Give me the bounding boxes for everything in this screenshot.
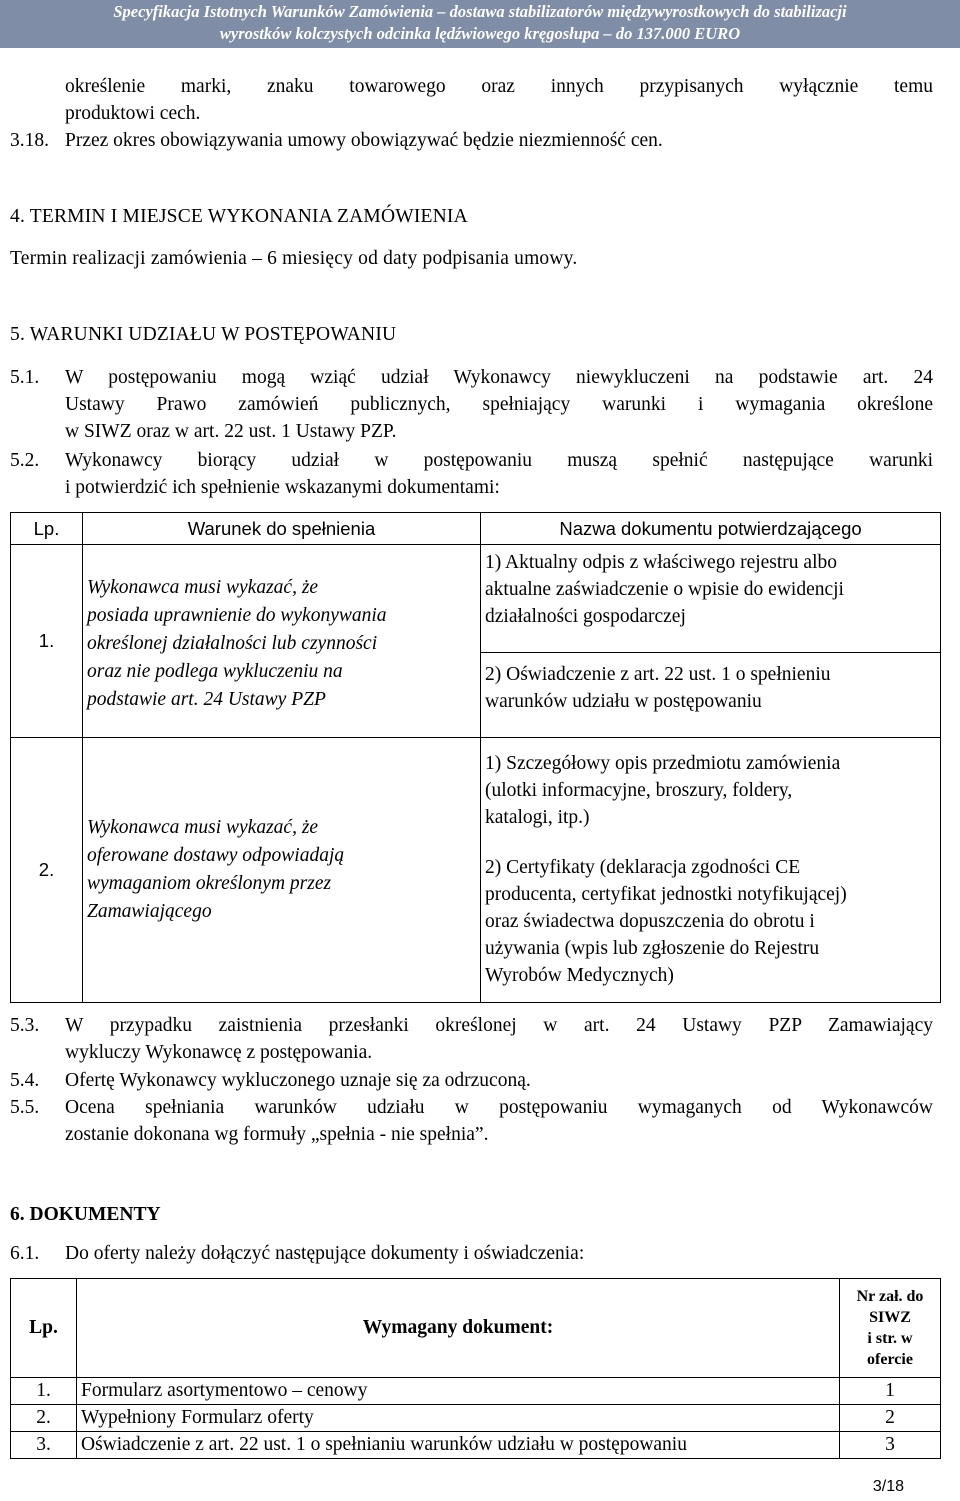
table-row	[11, 738, 941, 851]
document-cell	[481, 850, 941, 1003]
col-header-lp: Lp.	[11, 513, 83, 545]
row-number: 3.	[11, 1432, 77, 1459]
condition-line: posiada uprawnienie do wykonywania	[87, 605, 387, 626]
para-5-1-line-3: w SIWZ oraz w art. 22 ust. 1 Ustawy PZP.	[65, 421, 397, 442]
section-4-title: 4. TERMIN I MIEJSCE WYKONANIA ZAMÓWIENIA	[10, 206, 468, 227]
page-number: 3/18	[872, 1478, 904, 1495]
condition-cell	[83, 738, 481, 1003]
col-header-document: Wymagany dokument:	[77, 1279, 840, 1378]
document-line: aktualne zaświadczenie o wpisie do ewidencji	[485, 579, 844, 600]
condition-line: podstawie art. 24 Ustawy PZP	[87, 689, 326, 710]
condition-line: oferowane dostawy odpowiadają	[87, 845, 345, 866]
document-line: 1) Szczegółowy opis przedmiotu zamówienia	[485, 753, 841, 774]
col-header-document: Nazwa dokumentu potwierdzającego	[481, 513, 941, 545]
para-5-3-line-2: wykluczy Wykonawcę z postępowania.	[65, 1042, 373, 1063]
para-5-2-line-2: i potwierdzić ich spełnienie wskazanymi dokumentami:	[65, 477, 500, 498]
condition-line: wymaganiom określonym przez	[87, 873, 332, 894]
condition-cell	[83, 545, 481, 738]
conditions-table-header	[11, 513, 941, 545]
document-line: używania (wpis lub zgłoszenie do Rejestru	[485, 938, 820, 959]
document-line: oraz świadectwa dopuszczenia do obrotu i	[485, 911, 815, 932]
document-cell	[481, 653, 941, 738]
reference-number: 1	[840, 1378, 941, 1405]
para-6-1-text: Do oferty należy dołączyć następujące dokumenty i oświadczenia:	[65, 1243, 585, 1264]
condition-line: oraz nie podlega wykluczeniu na	[87, 661, 343, 682]
condition-line: Wykonawca musi wykazać, że	[87, 577, 319, 598]
col-header-reference	[840, 1279, 941, 1378]
para-5-5-number: 5.5.	[10, 1097, 40, 1118]
header-line-1: Specyfikacja Istotnych Warunków Zamówienia – dostawa stabilizatorów międzywyrostkowych do stabilizacji	[113, 2, 847, 21]
document-header	[0, 0, 960, 48]
reference-number: 2	[840, 1405, 941, 1432]
para-5-1-line-2: Ustawy Prawo zamówień publicznych, spełniający warunki i wymagania określone	[65, 394, 933, 415]
document-line: 1) Aktualny odpis z właściwego rejestru albo	[485, 552, 837, 573]
conditions-table	[10, 512, 941, 1003]
documents-table-header	[11, 1279, 941, 1378]
condition-line: Wykonawca musi wykazać, że	[87, 817, 319, 838]
document-line: działalności gospodarczej	[485, 606, 686, 627]
condition-line: określonej działalności lub czynności	[87, 633, 378, 654]
document-line: Wyrobów Medycznych)	[485, 965, 674, 986]
reference-header-line: SIWZ	[869, 1309, 911, 1326]
condition-line: Zamawiającego	[87, 901, 212, 922]
section-5-title: 5. WARUNKI UDZIAŁU W POSTĘPOWANIU	[10, 324, 397, 345]
col-header-lp: Lp.	[11, 1279, 77, 1378]
intro-line-2: produktowi cech.	[65, 103, 201, 124]
document-line: katalogi, itp.)	[485, 807, 590, 828]
document-name: Formularz asortymentowo – cenowy	[77, 1378, 840, 1405]
header-line-2: wyrostków kolczystych odcinka lędźwiowego kręgosłupa – do 137.000 EURO	[219, 24, 741, 43]
para-5-3-line-1: W przypadku zaistnienia przesłanki określonej w art. 24 Ustawy PZP Zamawiający	[65, 1015, 933, 1036]
para-5-2-number: 5.2.	[10, 450, 40, 471]
document-name: Oświadczenie z art. 22 ust. 1 o spełnianiu warunków udziału w postępowaniu	[77, 1432, 840, 1459]
row-number: 2.	[11, 738, 83, 1003]
para-5-4-number: 5.4.	[10, 1070, 40, 1091]
reference-header-line: Nr zał. do	[856, 1288, 924, 1305]
para-5-4-text: Ofertę Wykonawcy wykluczonego uznaje się za odrzuconą.	[65, 1070, 531, 1091]
para-5-1-line-1: W postępowaniu mogą wziąć udział Wykonawcy niewykluczeni na podstawie art. 24	[65, 367, 933, 388]
document-line: warunków udziału w postępowaniu	[485, 691, 762, 712]
document-line: 2) Oświadczenie z art. 22 ust. 1 o spełnieniu	[485, 664, 831, 685]
para-5-5-line-1: Ocena spełniania warunków udziału w postępowaniu wymaganych od Wykonawców	[65, 1097, 933, 1118]
document-line: (ulotki informacyjne, broszury, foldery,	[485, 780, 793, 801]
para-5-2-line-1: Wykonawcy biorący udział w postępowaniu muszą spełnić następujące warunki	[65, 450, 933, 471]
para-5-1-number: 5.1.	[10, 367, 40, 388]
reference-header-line: ofercie	[867, 1351, 913, 1368]
col-header-condition: Warunek do spełnienia	[83, 513, 481, 545]
section-4-text: Termin realizacji zamówienia – 6 miesięcy od daty podpisania umowy.	[10, 248, 578, 269]
reference-number: 3	[840, 1432, 941, 1459]
row-number: 1.	[11, 1378, 77, 1405]
document-name: Wypełniony Formularz oferty	[77, 1405, 840, 1432]
para-5-3-number: 5.3.	[10, 1015, 40, 1036]
document-cell	[481, 738, 941, 851]
table-row	[11, 545, 941, 653]
para-3-18-text: Przez okres obowiązywania umowy obowiązywać będzie niezmienność cen.	[65, 130, 663, 151]
table-row	[11, 1405, 941, 1432]
para-6-1-number: 6.1.	[10, 1243, 40, 1264]
table-row	[11, 1432, 941, 1459]
row-number: 2.	[11, 1405, 77, 1432]
document-line: 2) Certyfikaty (deklaracja zgodności CE	[485, 857, 801, 878]
section-6-title: 6. DOKUMENTY	[10, 1204, 161, 1225]
document-line: producenta, certyfikat jednostki notyfikującej)	[485, 884, 847, 905]
reference-header-line: i str. w	[867, 1330, 913, 1347]
intro-line-1: określenie marki, znaku towarowego oraz innych przypisanych wyłącznie temu	[65, 76, 933, 97]
documents-table	[10, 1278, 941, 1459]
table-row	[11, 1378, 941, 1405]
para-3-18-number: 3.18.	[10, 130, 49, 151]
row-number: 1.	[11, 545, 83, 738]
document-cell	[481, 545, 941, 653]
para-5-5-line-2: zostanie dokonana wg formuły „spełnia - nie spełnia”.	[65, 1124, 489, 1145]
